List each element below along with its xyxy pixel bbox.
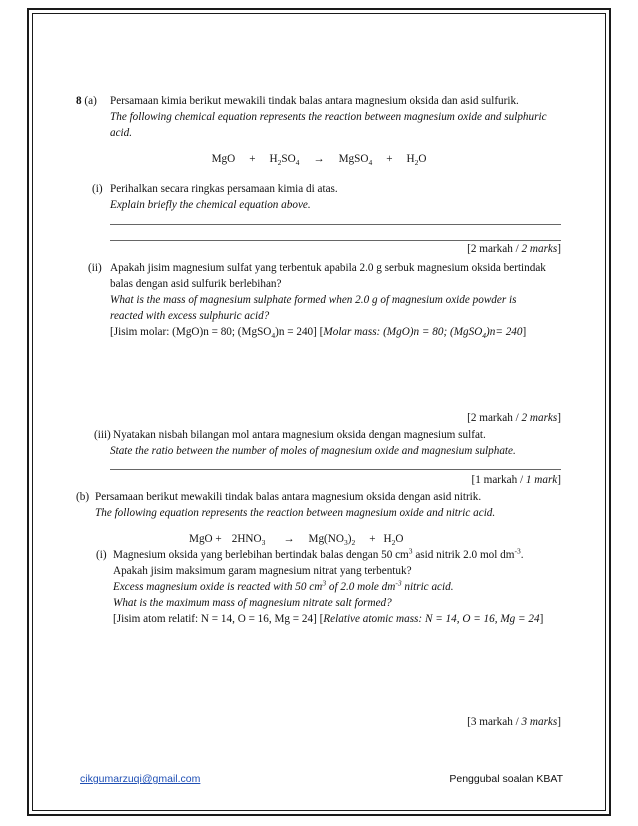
q8bi-atomic-mass: [Jisim atom relatif: N = 14, O = 16, Mg = 24] [Relative atomic mass: N = 14, O = 16, Mg = 24] — [113, 613, 544, 625]
q8bi-text-en-1: Excess magnesium oxide is reacted with 50 $cm^3$ of 2.0 mole $dm^{-3}$ nitric acid. — [113, 578, 454, 593]
answer-line — [110, 240, 561, 241]
q8aii-text-ms-2: balas dengan asid sulfurik berlebihan? — [110, 278, 282, 290]
q8ai-text-ms: Perihalkan secara ringkas persamaan kimia di atas. — [110, 183, 338, 195]
q8ai-marks: [2 markah / 2 marks] — [467, 243, 561, 255]
q8aii-label: (ii) — [88, 262, 102, 274]
answer-line — [110, 469, 561, 470]
answer-line — [110, 224, 561, 225]
q8b-label: (b) — [76, 491, 90, 503]
equation-2: MgO + $2HNO_3 \to Mg(NO_3)_2 + H_2O$ — [189, 533, 404, 548]
q8aiii-text-ms: Nyatakan nisbah bilangan mol antara magnesium oksida dengan magnesium sulfat. — [113, 429, 486, 441]
q8aii-molar-mass: [Jisim molar: (MgO)n = 80; (MgSO$_4$)n = 240] [Molar mass: (MgO)n = 80; (MgSO$_4$)n= 240] — [110, 326, 527, 341]
footer-credit: Penggubal soalan KBAT — [449, 773, 563, 785]
q8aiii-label: (iii) — [94, 429, 111, 441]
q8aii-text-en-2: reacted with excess sulphuric acid? — [110, 310, 270, 322]
q8aiii-marks: [1 markah / 1 mark] — [471, 474, 561, 486]
footer-email-link[interactable]: cikgumarzuqi@gmail.com — [80, 773, 201, 785]
q8a-text-en-1: The following chemical equation represents the reaction between magnesium oxide and sulphuric — [110, 111, 547, 123]
q8b-text-en: The following equation represents the reaction between magnesium oxide and nitric acid. — [95, 507, 496, 519]
q8a-text-en-2: acid. — [110, 127, 133, 139]
q8b-text-ms: Persamaan berikut mewakili tindak balas antara magnesium oksida dengan asid nitrik. — [95, 491, 482, 503]
q8a-text-ms: Persamaan kimia berikut mewakili tindak balas antara magnesium oksida dan asid sulfurik. — [110, 95, 519, 107]
q8aii-marks: [2 markah / 2 marks] — [467, 412, 561, 424]
q8bi-text-en-2: What is the maximum mass of magnesium nitrate salt formed? — [113, 597, 392, 609]
equation-1: MgO + $H_2SO_4$ → MgSO$_4$ + $H_2O$ — [211, 153, 427, 168]
q8bi-label: (i) — [96, 549, 107, 561]
q8ai-text-en: Explain briefly the chemical equation above. — [110, 199, 311, 211]
q8aii-text-ms-1: Apakah jisim magnesium sulfat yang terbentuk apabila 2.0 g serbuk magnesium oksida bertindak — [110, 262, 546, 274]
q8bi-marks: [3 markah / 3 marks] — [467, 716, 561, 728]
q8aiii-text-en: State the ratio between the number of moles of magnesium oxide and magnesium sulphate. — [110, 445, 516, 457]
q8bi-text-ms-2: Apakah jisim maksimum garam magnesium nitrat yang terbentuk? — [113, 565, 412, 577]
q8aii-text-en-1: What is the mass of magnesium sulphate formed when 2.0 g of magnesium oxide powder is — [110, 294, 517, 306]
question-number: 8 (a) — [76, 95, 97, 107]
q8ai-label: (i) — [92, 183, 103, 195]
q8bi-text-ms-1: Magnesium oksida yang berlebihan bertindak balas dengan 50 $cm^3$ asid nitrik 2.0 mol $dm^{-3}$. — [113, 546, 524, 561]
